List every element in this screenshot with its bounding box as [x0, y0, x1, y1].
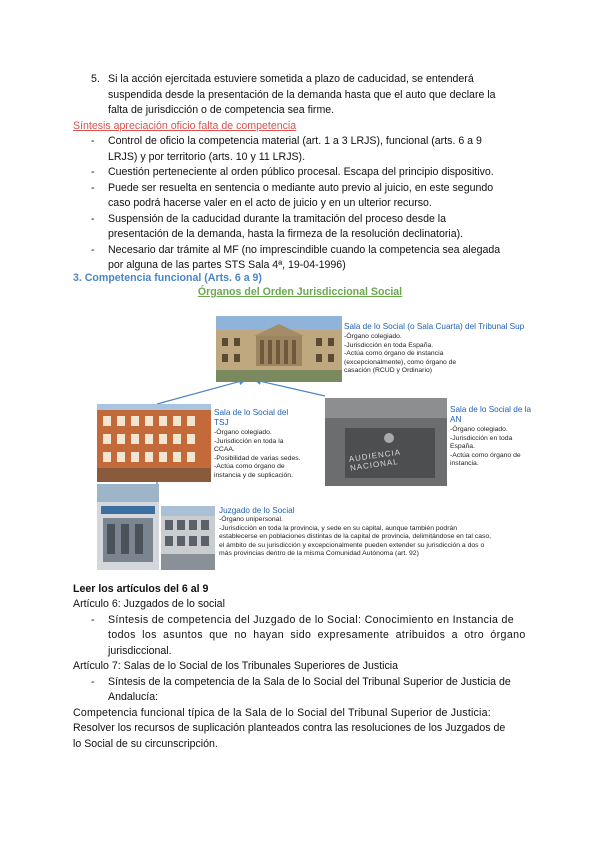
bullet-3-line-2: caso podrá hacerse valer en el acto de juicio y en un ulterior recurso. — [108, 197, 432, 209]
arrow-an-ts — [255, 380, 325, 396]
an-title-1: Sala de lo Social de la — [450, 405, 532, 414]
organos-diagram — [95, 314, 545, 576]
art6-line-3: jurisdiccional. — [108, 644, 172, 657]
an-sign: AUDIENCIA NACIONAL — [348, 447, 402, 473]
tribunal-supremo-photo — [216, 316, 342, 382]
juzgado-body-5: más provincias dentro de la misma Comunidad Autónoma (art. 92) — [219, 550, 419, 558]
bullet-2-line-1: Cuestión perteneciente al orden público procesal. Escapa del principio dispositivo. — [108, 166, 494, 178]
ts-body-4: (excepcionalmente), como órgano de — [344, 358, 457, 366]
an-body-4: -Actúa como órgano de — [450, 451, 521, 459]
ts-body-5: casación (RCUD y Ordinario) — [344, 367, 433, 375]
tsj-body-1: -Órgano colegiado. — [214, 429, 272, 436]
art7-line-2: Andalucía: — [108, 691, 159, 703]
bullet-dash: - — [91, 181, 95, 194]
bullet-dash: - — [91, 613, 95, 626]
leer-heading: Leer los artículos del 6 al 9 — [73, 583, 209, 595]
item5-line-3: falta de jurisdicción o de competencia sea firme. — [108, 104, 335, 116]
juzgado-body-1: -Órgano unipersonal. — [219, 516, 283, 523]
bullet-dash: - — [91, 135, 95, 147]
audiencia-nacional-photo — [325, 398, 447, 486]
art6-line-2: todos los asuntos que no hayan sido expresamente atribuidos a otro órgano — [108, 629, 526, 641]
tsj-title-2: TSJ — [214, 418, 229, 427]
art6-title: Artículo 6: Juzgados de lo social — [73, 598, 225, 610]
juzgado-title: Juzgado de lo Social — [219, 506, 295, 515]
bullet-5-line-1: Necesario dar trámite al MF (no imprescindible cuando la competencia sea alegada — [108, 243, 501, 256]
tsj-title-1: Sala de lo Social del — [214, 408, 289, 417]
organos-title: Órganos del Orden Jurisdiccional Social — [197, 286, 403, 298]
an-body-1: -Órgano colegiado. — [450, 426, 508, 433]
bullet-4-line-2: presentación de la demanda, hasta la firmeza de la resolución declinatoria). — [108, 228, 464, 240]
juzgado-body-4: el ámbito de su jurisdicción y excepcionalmente pueden extender su jurisdicción a dos o — [219, 541, 485, 549]
bullet-5-line-2: por alguna de las partes STS Sala 4ª, 19-04-1996) — [108, 259, 346, 271]
ts-body-2: -Jurisdicción en toda España. — [344, 341, 434, 349]
juzgado-photo-1 — [97, 484, 159, 570]
bullet-3-line-1: Puede ser resuelta en sentencia o mediante auto previo al juicio, en este segundo — [108, 181, 494, 194]
bullet-4-line-1: Suspensión de la caducidad durante la tramitación del proceso desde la — [108, 212, 447, 225]
section-3-title: 3. Competencia funcional (Arts. 6 a 9) — [73, 272, 262, 284]
item5-line-2: suspendida desde la presentación de la demanda hasta que el auto que declare la — [108, 88, 496, 101]
an-body-2: -Jurisdicción en toda — [450, 434, 513, 442]
bullet-dash: - — [91, 166, 95, 178]
art7-line-1: Síntesis de la competencia de la Sala de lo Social del Tribunal Superior de Justicia de — [108, 675, 511, 688]
juzgado-body-2: -Jurisdicción en toda la provincia, y sede en su capital, aunque también podrán — [219, 524, 458, 532]
list-number: 5. — [91, 73, 100, 85]
an-body-5: instancia. — [450, 460, 479, 468]
final-line-1: Competencia funcional típica de la Sala de lo Social del Tribunal Superior de Justicia: — [73, 706, 491, 719]
tsj-body-6: instancia y de suplicación. — [214, 472, 293, 479]
ts-title: Sala de lo Social (o Sala Cuarta) del Tribunal Sup — [344, 322, 525, 331]
juzgado-body-3: establecerse en poblaciones distintas de la capital de provincia, delimitándose en tal caso, — [219, 533, 492, 541]
an-body-3: España. — [450, 443, 475, 451]
bullet-1-line-2: LRJS) y por territorio (arts. 10 y 11 LRJS). — [108, 150, 306, 163]
final-line-2: Resolver los recursos de suplicación planteados contra las resoluciones de los Juzgados de — [73, 722, 506, 734]
sintesis-heading: Síntesis apreciación oficio falta de competencia — [73, 120, 297, 132]
an-title-2: AN — [450, 415, 462, 424]
bullet-1-line-1: Control de oficio la competencia material (art. 1 a 3 LRJS), funcional (arts. 6 a 9 — [108, 135, 482, 147]
arrow-tsj-ts — [157, 380, 245, 404]
bullet-dash: - — [91, 675, 95, 688]
tsj-photo — [97, 404, 211, 482]
bullet-dash: - — [91, 212, 95, 225]
art7-title: Artículo 7: Salas de lo Social de los Tribunales Superiores de Justicia — [73, 660, 399, 672]
art6-line-1: Síntesis de competencia del Juzgado de lo Social: Conocimiento en Instancia de — [108, 613, 514, 626]
ts-body-3: -Actúa como órgano de instancia — [344, 350, 444, 358]
ts-body-1: -Órgano colegiado. — [344, 333, 402, 340]
tsj-body-5: -Actúa como órgano de — [214, 463, 285, 471]
tsj-body-4: -Posibilidad de varias sedes. — [214, 454, 301, 462]
final-line-3: lo Social de su circunscripción. — [73, 737, 218, 750]
tsj-body-3: CCAA. — [214, 446, 235, 454]
item5-line-1: Si la acción ejercitada estuviere sometida a plazo de caducidad, se entenderá — [108, 73, 474, 85]
bullet-dash: - — [91, 243, 95, 256]
juzgado-photo-2 — [161, 506, 215, 570]
tsj-body-2: -Jurisdicción en toda la — [214, 437, 284, 445]
